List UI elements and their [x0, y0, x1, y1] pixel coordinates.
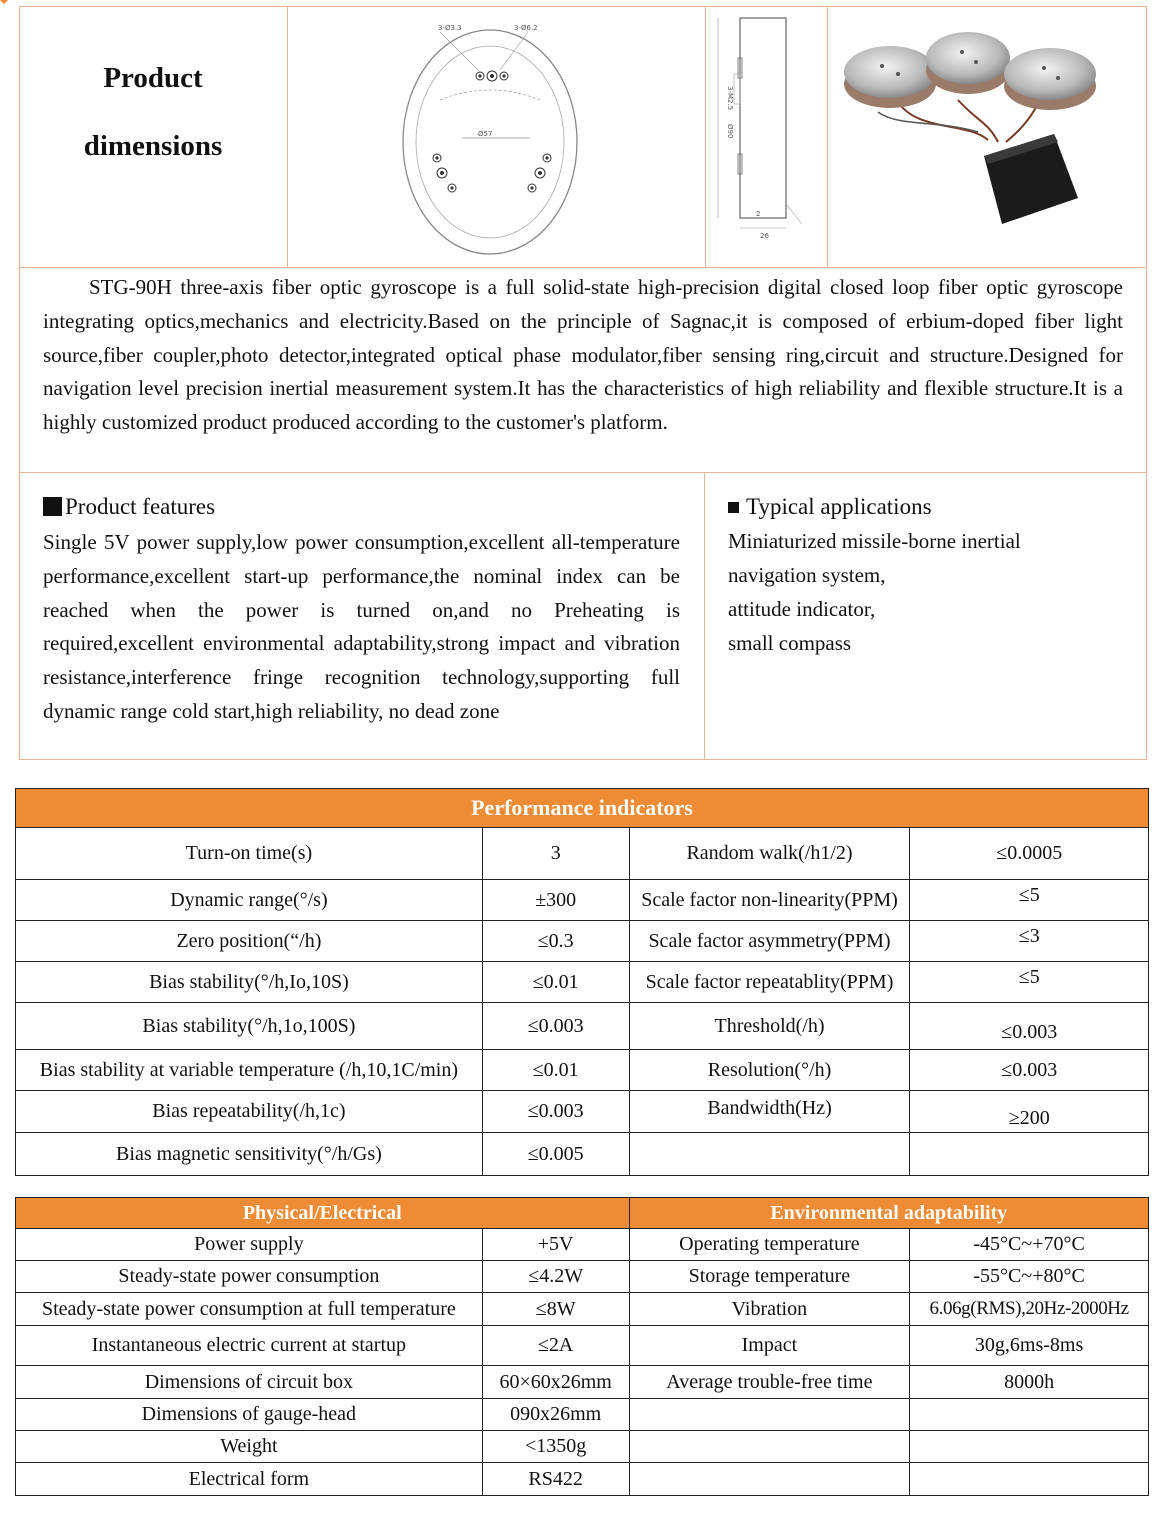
env-value: -45°C~+70°C — [910, 1229, 1149, 1261]
table-row — [16, 1261, 1149, 1293]
perf-value: ≤0.003 — [482, 1003, 629, 1050]
env-value: 8000h — [910, 1366, 1149, 1399]
small-square-bullet-icon — [728, 502, 739, 513]
application-line: attitude indicator, — [728, 597, 876, 621]
table-row — [16, 1431, 1149, 1463]
perf-value: ≤3 — [910, 921, 1149, 962]
application-line: small compass — [728, 631, 852, 655]
perf-value: ≤0.003 — [910, 1003, 1149, 1050]
application-line: Miniaturized missile-borne inertial — [728, 529, 1021, 553]
phys-value: ≤2A — [482, 1326, 629, 1366]
table-row — [16, 962, 1149, 1003]
table-row — [16, 1293, 1149, 1326]
environment-header: Environmental adaptability — [629, 1198, 1148, 1229]
phys-label: Instantaneous electric current at startup — [16, 1326, 483, 1366]
table-row — [16, 1050, 1149, 1091]
phys-label: Steady-state power consumption at full temperature — [16, 1293, 483, 1326]
perf-label: Resolution(°/h) — [629, 1050, 910, 1091]
divider — [705, 6, 706, 267]
divider — [19, 267, 1147, 268]
corner-mark — [0, 0, 8, 4]
perf-label: Dynamic range(°/s) — [16, 880, 483, 921]
features-text: Single 5V power supply,low power consumption,excellent all-temperature performance,excellent start-up performance,the nominal index can be reached when the power is turned on,and no Preheating is required,excellent environmental adaptability,strong impact and vibration resistance,interference fringe recognition technology,supporting full dynamic range cold start,high reliability, no dead zone — [43, 530, 680, 723]
perf-value: ≤0.005 — [482, 1133, 629, 1176]
env-label: Storage temperature — [629, 1261, 910, 1293]
perf-label: Scale factor repeatablity(PPM) — [629, 962, 910, 1003]
divider — [287, 6, 288, 267]
perf-value: ≤0.0005 — [910, 828, 1149, 880]
perf-value: 3 — [482, 828, 629, 880]
phys-label: Dimensions of circuit box — [16, 1366, 483, 1399]
env-value: 6.06g(RMS),20Hz-2000Hz — [910, 1293, 1149, 1326]
phys-label: Steady-state power consumption — [16, 1261, 483, 1293]
depth-label: 26 — [760, 232, 769, 240]
env-label: Average trouble-free time — [629, 1366, 910, 1399]
perf-value: ≤0.01 — [482, 962, 629, 1003]
table-row — [16, 1326, 1149, 1366]
table-row — [16, 1229, 1149, 1261]
table-row — [16, 1463, 1149, 1496]
perf-label: Scale factor asymmetry(PPM) — [629, 921, 910, 962]
divider — [19, 472, 1147, 473]
divider — [827, 6, 828, 267]
dimensions-title-line1: Product — [103, 62, 203, 94]
perf-value: ≥200 — [910, 1091, 1149, 1133]
table-row — [16, 1366, 1149, 1399]
phys-value: 090x26mm — [482, 1399, 629, 1431]
perf-label: Zero position(“/h) — [16, 921, 483, 962]
small-dim-label: 2 — [756, 210, 761, 218]
env-label: Operating temperature — [629, 1229, 910, 1261]
phys-value: +5V — [482, 1229, 629, 1261]
perf-label: Bias repeatability(/h,1c) — [16, 1091, 483, 1133]
phys-value: ≤4.2W — [482, 1261, 629, 1293]
table-row — [16, 1399, 1149, 1431]
perf-value: ≤0.003 — [482, 1091, 629, 1133]
perf-label: Bias stability(°/h,Io,10S) — [16, 962, 483, 1003]
perf-label: Bias stability at variable temperature (/h,10,1C/min) — [16, 1050, 483, 1091]
application-line: navigation system, — [728, 563, 886, 587]
env-label: Vibration — [629, 1293, 910, 1326]
perf-value: ≤0.01 — [482, 1050, 629, 1091]
gyroscope-photo — [838, 22, 1100, 228]
table-row — [16, 921, 1149, 962]
perf-label: Random walk(/h1/2) — [629, 828, 910, 880]
perf-label: Threshold(/h) — [629, 1003, 910, 1050]
env-label — [629, 1399, 910, 1431]
phys-value: ≤8W — [482, 1293, 629, 1326]
table-row — [16, 1003, 1149, 1050]
height-label: Ø90 — [726, 124, 734, 139]
env-value — [910, 1431, 1149, 1463]
diameter-label: Ø57 — [478, 130, 493, 138]
env-label — [629, 1431, 910, 1463]
phys-value: <1350g — [482, 1431, 629, 1463]
square-bullet-icon — [43, 497, 62, 516]
phys-value: 60×60x26mm — [482, 1366, 629, 1399]
phys-label: Dimensions of gauge-head — [16, 1399, 483, 1431]
physical-environment-table — [15, 1197, 1149, 1496]
product-description: STG-90H three-axis fiber optic gyroscope is a full solid-state high-precision digital closed loop fiber optic gyroscope integrating optics,mechanics and electricity.Based on the principle of Sagnac,it is composed of erbium-doped fiber light source,fiber coupler,photo detector,integrated optical phase modulator,fiber sensing ring,circuit and structure.Designed for navigation level precision inertial measurement system.It has the characteristics of high reliability and flexible structure.It is a highly customized product produced according to the customer's platform. — [43, 275, 1123, 435]
hole-label-1: 3-Ø3.3 — [438, 24, 462, 32]
env-label: Impact — [629, 1326, 910, 1366]
front-view-drawing — [400, 10, 590, 258]
perf-label: Bandwidth(Hz) — [629, 1091, 910, 1133]
features-heading — [43, 494, 215, 520]
side-top-label: 3-M2.5 — [726, 86, 734, 111]
perf-value — [910, 1133, 1149, 1176]
phys-label: Weight — [16, 1431, 483, 1463]
env-value: 30g,6ms-8ms — [910, 1326, 1149, 1366]
physical-header: Physical/Electrical — [16, 1198, 630, 1229]
perf-value: ±300 — [482, 880, 629, 921]
divider — [704, 472, 705, 760]
perf-value: ≤0.3 — [482, 921, 629, 962]
perf-label: Scale factor non-linearity(PPM) — [629, 880, 910, 921]
perf-value: ≤0.003 — [910, 1050, 1149, 1091]
phys-label: Power supply — [16, 1229, 483, 1261]
table-row — [16, 1133, 1149, 1176]
perf-label: Turn-on time(s) — [16, 828, 483, 880]
performance-table — [15, 788, 1149, 1176]
perf-value: ≤5 — [910, 962, 1149, 1003]
env-value — [910, 1463, 1149, 1496]
perf-label — [629, 1133, 910, 1176]
applications-heading — [728, 494, 932, 520]
phys-value: RS422 — [482, 1463, 629, 1496]
phys-label: Electrical form — [16, 1463, 483, 1496]
table-row — [16, 1091, 1149, 1133]
env-value: -55°C~+80°C — [910, 1261, 1149, 1293]
hole-label-2: 3-Ø6.2 — [514, 24, 538, 32]
features-title: Product features — [65, 494, 216, 519]
performance-header: Performance indicators — [16, 789, 1149, 828]
side-view-drawing — [710, 14, 822, 246]
perf-label: Bias stability(°/h,1o,100S) — [16, 1003, 483, 1050]
env-label — [629, 1463, 910, 1496]
perf-value: ≤5 — [910, 880, 1149, 921]
table-row — [16, 880, 1149, 921]
perf-label: Bias magnetic sensitivity(°/h/Gs) — [16, 1133, 483, 1176]
dimensions-title-line2: dimensions — [83, 130, 223, 162]
applications-title: Typical applications — [746, 494, 932, 519]
env-value — [910, 1399, 1149, 1431]
table-row — [16, 828, 1149, 880]
